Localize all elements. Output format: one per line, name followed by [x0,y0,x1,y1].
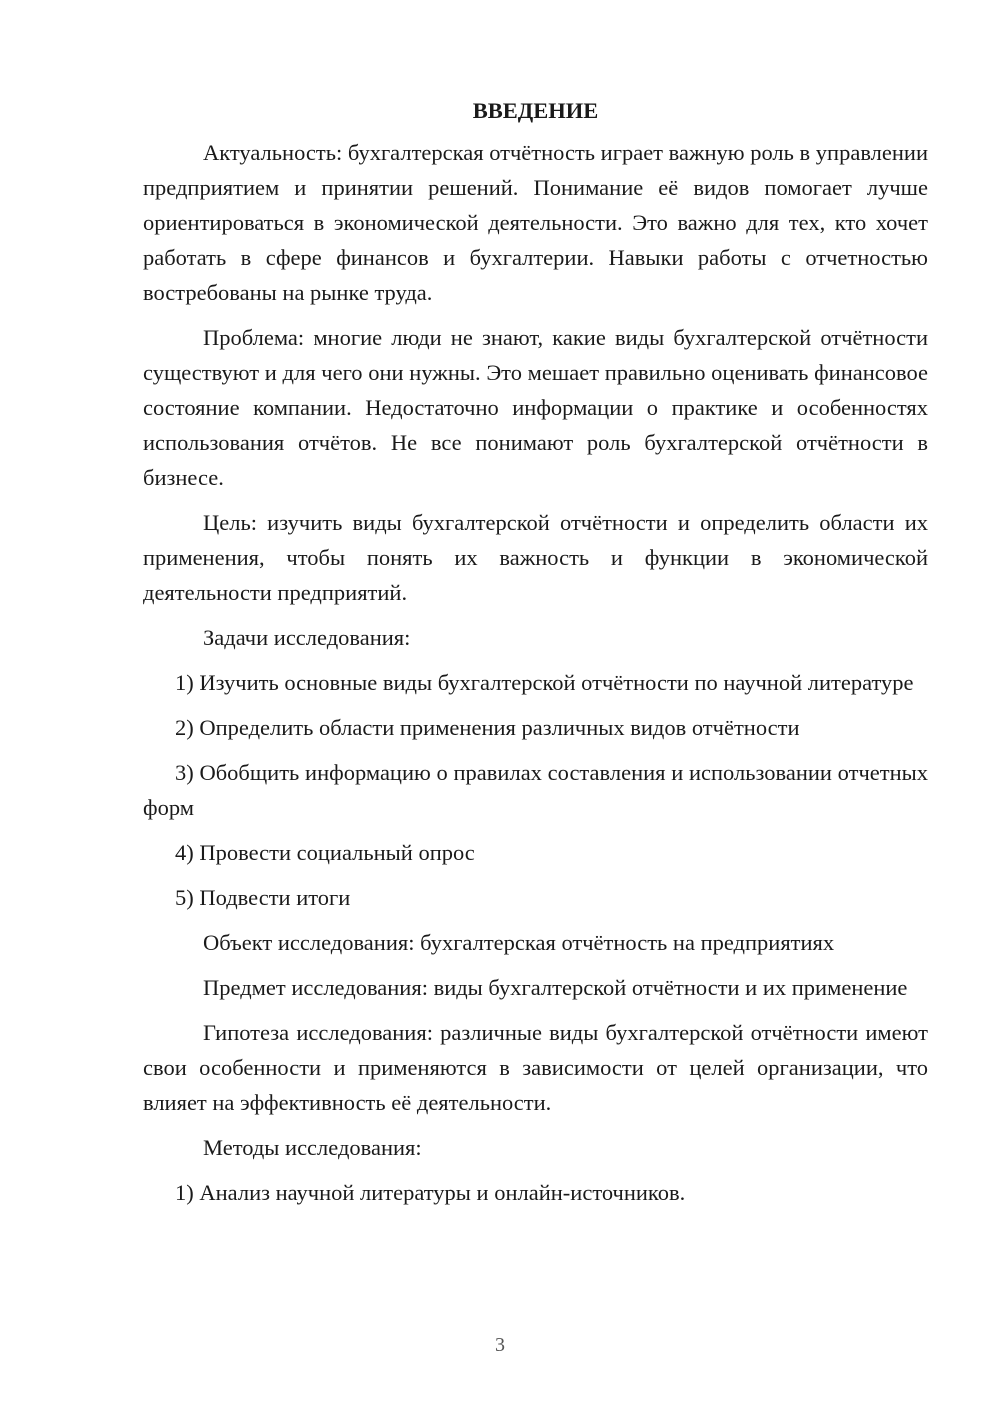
hypothesis-paragraph: Гипотеза исследования: различные виды бухгалтерской отчётности имеют свои особенности и применяются в зависимости от целей организации, что влияет на эффективность её деятельности. [143,1020,928,1115]
page-title: ВВЕДЕНИЕ [472,98,599,123]
page-number: 3 [495,1334,505,1356]
task-item: 5) Подвести итоги [175,885,351,910]
goal-paragraph: Цель: изучить виды бухгалтерской отчётности и определить области их применения, чтобы понять их важность и функции в экономической деятельности предприятий. [143,510,928,605]
subject-paragraph: Предмет исследования: виды бухгалтерской отчётности и их применение [203,975,908,1000]
task-item: 1) Изучить основные виды бухгалтерской отчётности по научной литературе [175,670,914,695]
task-item: 4) Провести социальный опрос [175,840,475,865]
tasks-heading: Задачи исследования: [203,625,411,650]
problem-paragraph: Проблема: многие люди не знают, какие виды бухгалтерской отчётности существуют и для чего они нужны. Это мешает правильно оценивать финансовое состояние компании. Недостаточно информации о практике и особенностях использования отчётов. Не все понимают роль бухгалтерской отчётности в бизнесе. [143,325,928,490]
object-paragraph: Объект исследования: бухгалтерская отчётность на предприятиях [203,930,835,955]
method-item: 1) Анализ научной литературы и онлайн-источников. [175,1180,686,1205]
methods-heading: Методы исследования: [203,1135,422,1160]
document-body [143,95,928,1220]
relevance-paragraph: Актуальность: бухгалтерская отчётность играет важную роль в управлении предприятием и принятии решений. Понимание её видов помогает лучше ориентироваться в экономической деятельности. Это важно для тех, кто хочет работать в сфере финансов и бухгалтерии. Навыки работы с отчетностью востребованы на рынке труда. [143,140,928,305]
task-item: 2) Определить области применения различных видов отчётности [175,715,800,740]
task-item: 3) Обобщить информацию о правилах составления и использовании отчетных форм [143,760,928,820]
